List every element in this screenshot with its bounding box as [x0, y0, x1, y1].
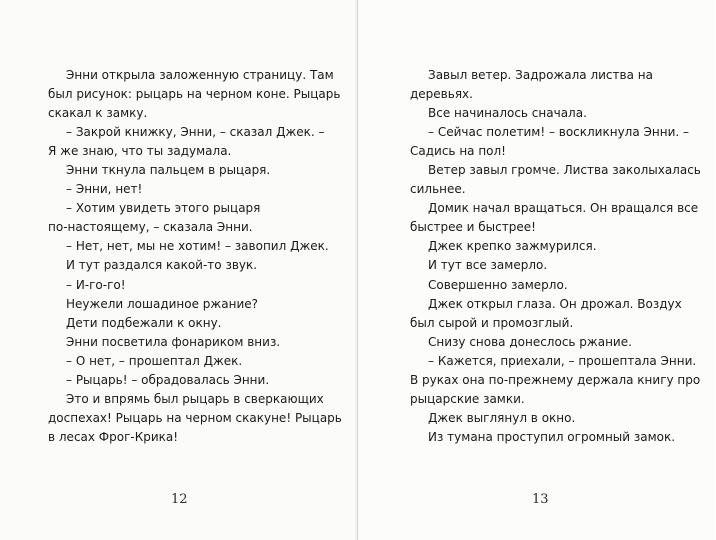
text-line: был сырой и промозглый. — [410, 315, 574, 330]
text-line: – Энни, нет! — [66, 182, 143, 197]
text-line: Садись на пол! — [410, 144, 506, 159]
text-line: – Сейчас полетим! – воскликнула Энни. – — [428, 125, 690, 140]
text-line: Неужели лошадиное ржание? — [66, 296, 258, 311]
page-number: 12 — [171, 492, 188, 507]
text-line: – Кажется, приехали, – прошептала Энни. — [428, 353, 697, 368]
text-line: В руках она по-прежнему держала книгу про — [410, 372, 701, 387]
text-line: Джек крепко зажмурился. — [428, 239, 597, 254]
text-line: рыцарские замки. — [410, 391, 525, 406]
text-line: Джек открыл глаза. Он дрожал. Воздух — [428, 296, 682, 311]
text-line: доспехах! Рыцарь на черном скакуне! Рыцарь — [48, 410, 342, 425]
text-line: Джек выглянул в окно. — [428, 410, 576, 425]
text-line: Энни открыла заложенную страницу. Там — [66, 68, 334, 82]
text-line: сильнее. — [410, 182, 466, 197]
text-line: деревьях. — [410, 87, 473, 102]
text-line: Это и впрямь был рыцарь в сверкающих — [66, 391, 324, 406]
text-line: в лесах Фрог-Крика! — [48, 429, 179, 444]
text-line: Совершенно замерло. — [428, 277, 568, 292]
text-line: Я же знаю, что ты задумала. — [48, 144, 232, 159]
text-line: Снизу снова донеслось ржание. — [428, 334, 632, 349]
text-line: быстрее и быстрее! — [410, 220, 536, 235]
text-line: – Рыцарь! – обрадовалась Энни. — [66, 372, 270, 387]
text-line: – Закрой книжку, Энни, – сказал Джек. – — [66, 125, 325, 140]
page-number: 13 — [532, 492, 549, 507]
text-line: Все начиналось сначала. — [428, 106, 587, 121]
text-line: скакал к замку. — [48, 106, 148, 121]
text-line: Ветер завыл громче. Листва заколыхалась — [428, 163, 701, 178]
text-line: Энни ткнула пальцем в рыцаря. — [66, 163, 271, 178]
text-line: – И-го-го! — [66, 277, 126, 292]
text-line: по-настоящему, – сказала Энни. — [48, 220, 253, 235]
text-line: Дети подбежали к окну. — [66, 315, 222, 330]
text-line: И тут раздался какой-то звук. — [66, 258, 258, 273]
text-line: И тут все замерло. — [428, 258, 548, 273]
right-page — [358, 0, 715, 540]
right-page-text — [410, 66, 701, 447]
text-line: Из тумана проступил огромный замок. — [428, 429, 676, 444]
text-line: – Нет, нет, мы не хотим! – завопил Джек. — [66, 239, 329, 254]
text-line: – О нет, – прошептал Джек. — [66, 353, 243, 368]
left-page-text — [48, 66, 342, 447]
text-line: Завыл ветер. Задрожала листва на — [428, 68, 653, 82]
text-line: был рисунок: рыцарь на черном коне. Рыцарь — [48, 87, 341, 102]
text-line: – Хотим увидеть этого рыцаря — [66, 201, 261, 216]
text-line: Энни посветила фонариком вниз. — [66, 334, 281, 349]
text-line: Домик начал вращаться. Он вращался все — [428, 201, 699, 216]
